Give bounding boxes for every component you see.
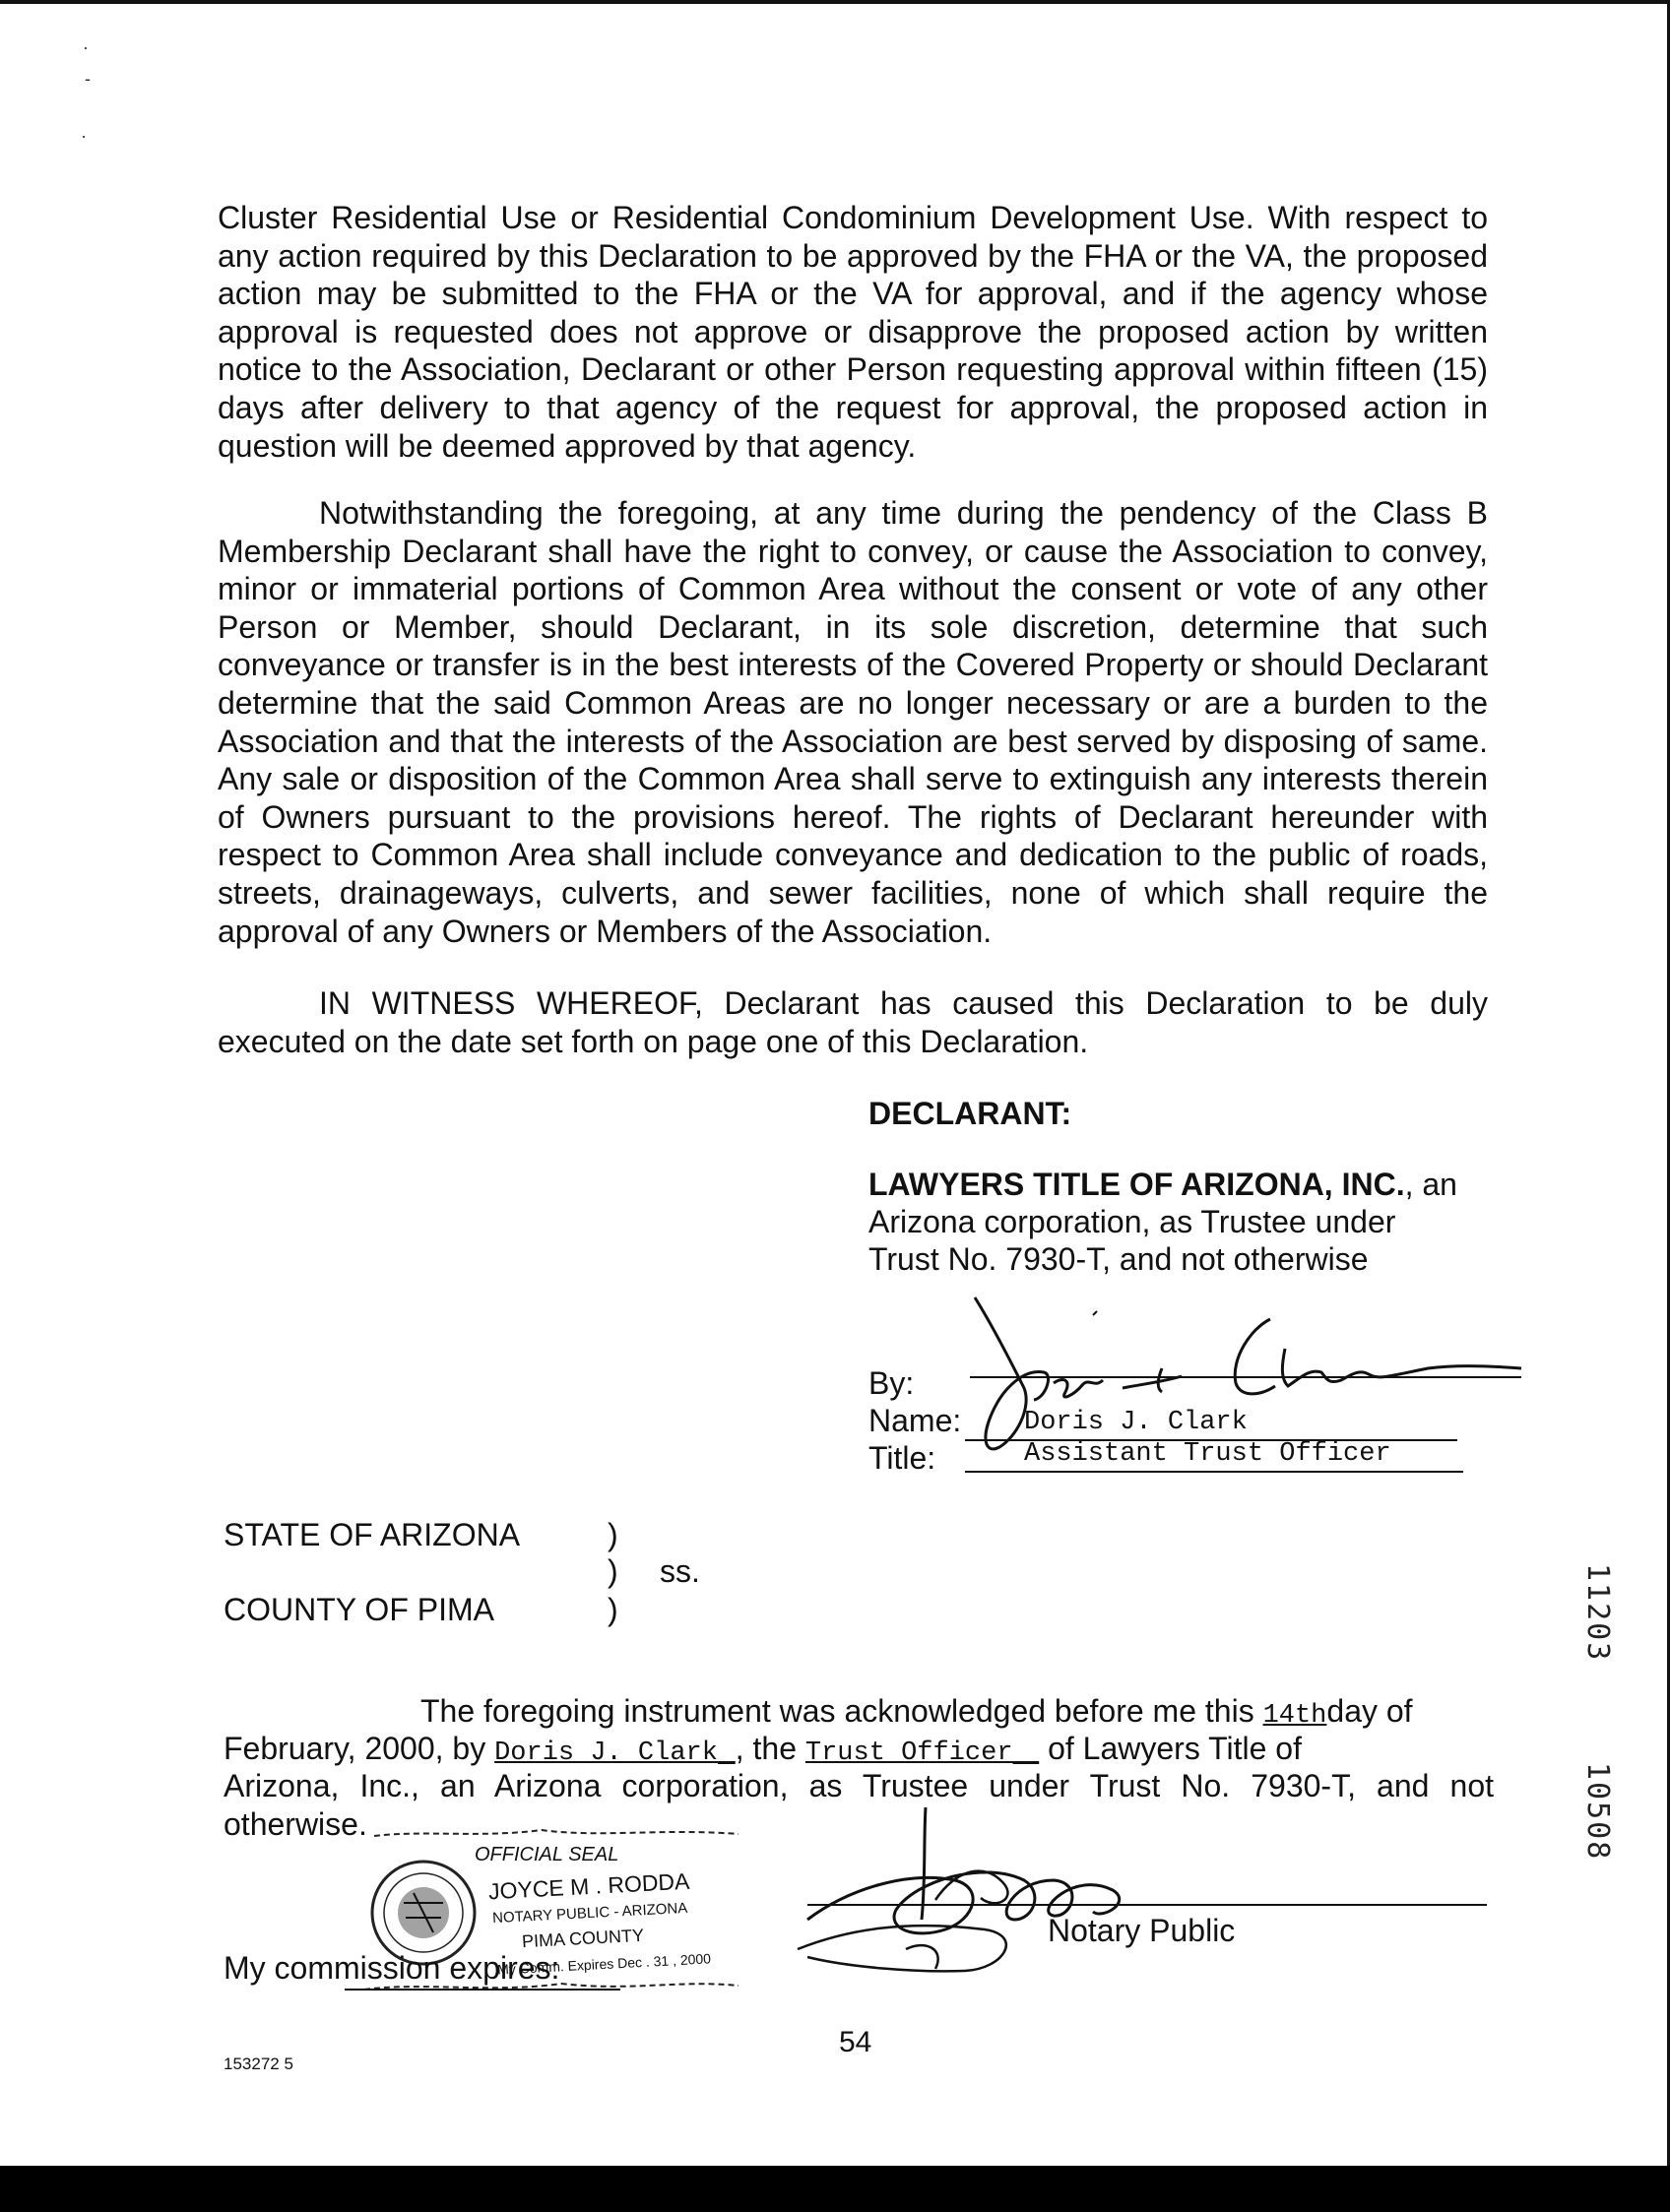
declarant-signature [955,1290,1526,1462]
notary-public-label: Notary Public [1048,1913,1236,1948]
by-label: By: [868,1365,915,1401]
seal-title: OFFICIAL SEAL [475,1844,619,1865]
commission-line [345,1989,620,1991]
ack-line-3: Arizona, Inc., an Arizona corporation, as Trustee under Trust No. 7930-T, and not [224,1768,1494,1803]
venue-ss: ss. [660,1553,700,1589]
ack-line-2 [224,1730,1302,1772]
ack-text: of Lawyers Title of [1048,1731,1302,1766]
seal-line-4: PIMA COUNTY [521,1925,645,1952]
commission-label: My commission expires: [224,1950,560,1986]
venue-county: COUNTY OF PIMA [224,1592,494,1627]
title-value: Assistant Trust Officer [1024,1439,1391,1469]
ack-blank [718,1731,736,1766]
declarant-company-line [868,1166,1457,1203]
venue-paren: ) [608,1592,618,1627]
seal-expires: My Comm. Expires Dec . 31 , 2000 [496,1950,712,1978]
ack-day-value: 14th [1262,1701,1327,1731]
ack-text: day of [1326,1693,1413,1729]
document-number: 153272 5 [224,2054,293,2073]
scan-top-border [0,0,1670,4]
venue-state: STATE OF ARIZONA [224,1517,521,1552]
ack-line-1 [420,1692,1413,1735]
title-line [965,1471,1463,1473]
margin-recording-code-upper: 11203 [1580,1563,1615,1663]
ack-blank [1013,1731,1040,1766]
ack-title-value: Trust Officer [804,1738,1013,1768]
declarant-heading: DECLARANT: [868,1096,1072,1131]
margin-recording-code-lower: 10508 [1580,1762,1615,1862]
notary-signature-line [807,1904,1487,1906]
ack-line-4: otherwise. [224,1806,367,1842]
paragraph-common-area-conveyance: Notwithstanding the foregoing, at any time during the pendency of the Class B Membership Declarant shall have the right to convey, or cause the Association to convey, minor or immaterial portions of Common Area without the consent or vote of any other Person or Member, should Declarant, in its sole discretion, determine that such conveyance or transfer is in the best interests of the Covered Property or should Declarant determine that the said Common Areas are no longer necessary or are a burden to the Association and that the interests of the Association are best served by disposing of same. Any sale or disposition of the Common Area shall serve to extinguish any interests therein of Owners pursuant to the provisions hereof. The rights of Declarant hereunder with respect to Common Area shall include conveyance and dedication to the public of roads, streets, drainageways, culverts, and sewer facilities, none of which shall require the approval of any Owners or Members of the Association. [218,495,1488,949]
ack-text: , the [735,1731,805,1766]
scan-speck: · [81,126,87,146]
venue-paren: ) [608,1553,618,1589]
declarant-company-name: LAWYERS TITLE OF ARIZONA, INC. [868,1167,1405,1202]
paragraph-in-witness: IN WITNESS WHEREOF, Declarant has caused this Declaration to be duly executed on the date set forth on page one of this Declaration. [218,985,1488,1059]
declarant-line-3: Trust No. 7930-T, and not otherwise [868,1241,1369,1277]
seal-name: JOYCE M . RODDA [487,1867,690,1905]
scan-speck: - [85,69,91,89]
declarant-line-2: Arizona corporation, as Trustee under [868,1204,1396,1239]
ack-text: The foregoing instrument was acknowledged before me this [420,1693,1263,1729]
venue-paren: ) [608,1517,618,1552]
name-value: Doris J. Clark [1024,1408,1248,1437]
ack-text: February, 2000, by [224,1731,495,1766]
title-label: Title: [868,1440,936,1476]
notary-signature [788,1801,1241,1998]
paragraph-fha-va-approval: Cluster Residential Use or Residential Condominium Development Use. With respect to any action required by this Declaration to be approved by the FHA or the VA, the proposed action may be submitted to the FHA or the VA for approval, and if the agency whose approval is requested does not approve or disapprove the proposed action by written notice to the Association, Declarant or other Person requesting approval within fifteen (15) days after delivery to that agency of the request for approval, the proposed action in question will be deemed approved by that agency. [218,200,1488,464]
seal-line-3: NOTARY PUBLIC - ARIZONA [491,1899,688,1928]
page-number: 54 [839,2026,872,2058]
scan-speck: · [83,37,89,57]
name-label: Name: [868,1403,962,1438]
declarant-company-suffix: , an [1404,1167,1457,1202]
ack-name-value: Doris J. Clark [494,1738,718,1768]
scan-bottom-border [0,2166,1670,2212]
